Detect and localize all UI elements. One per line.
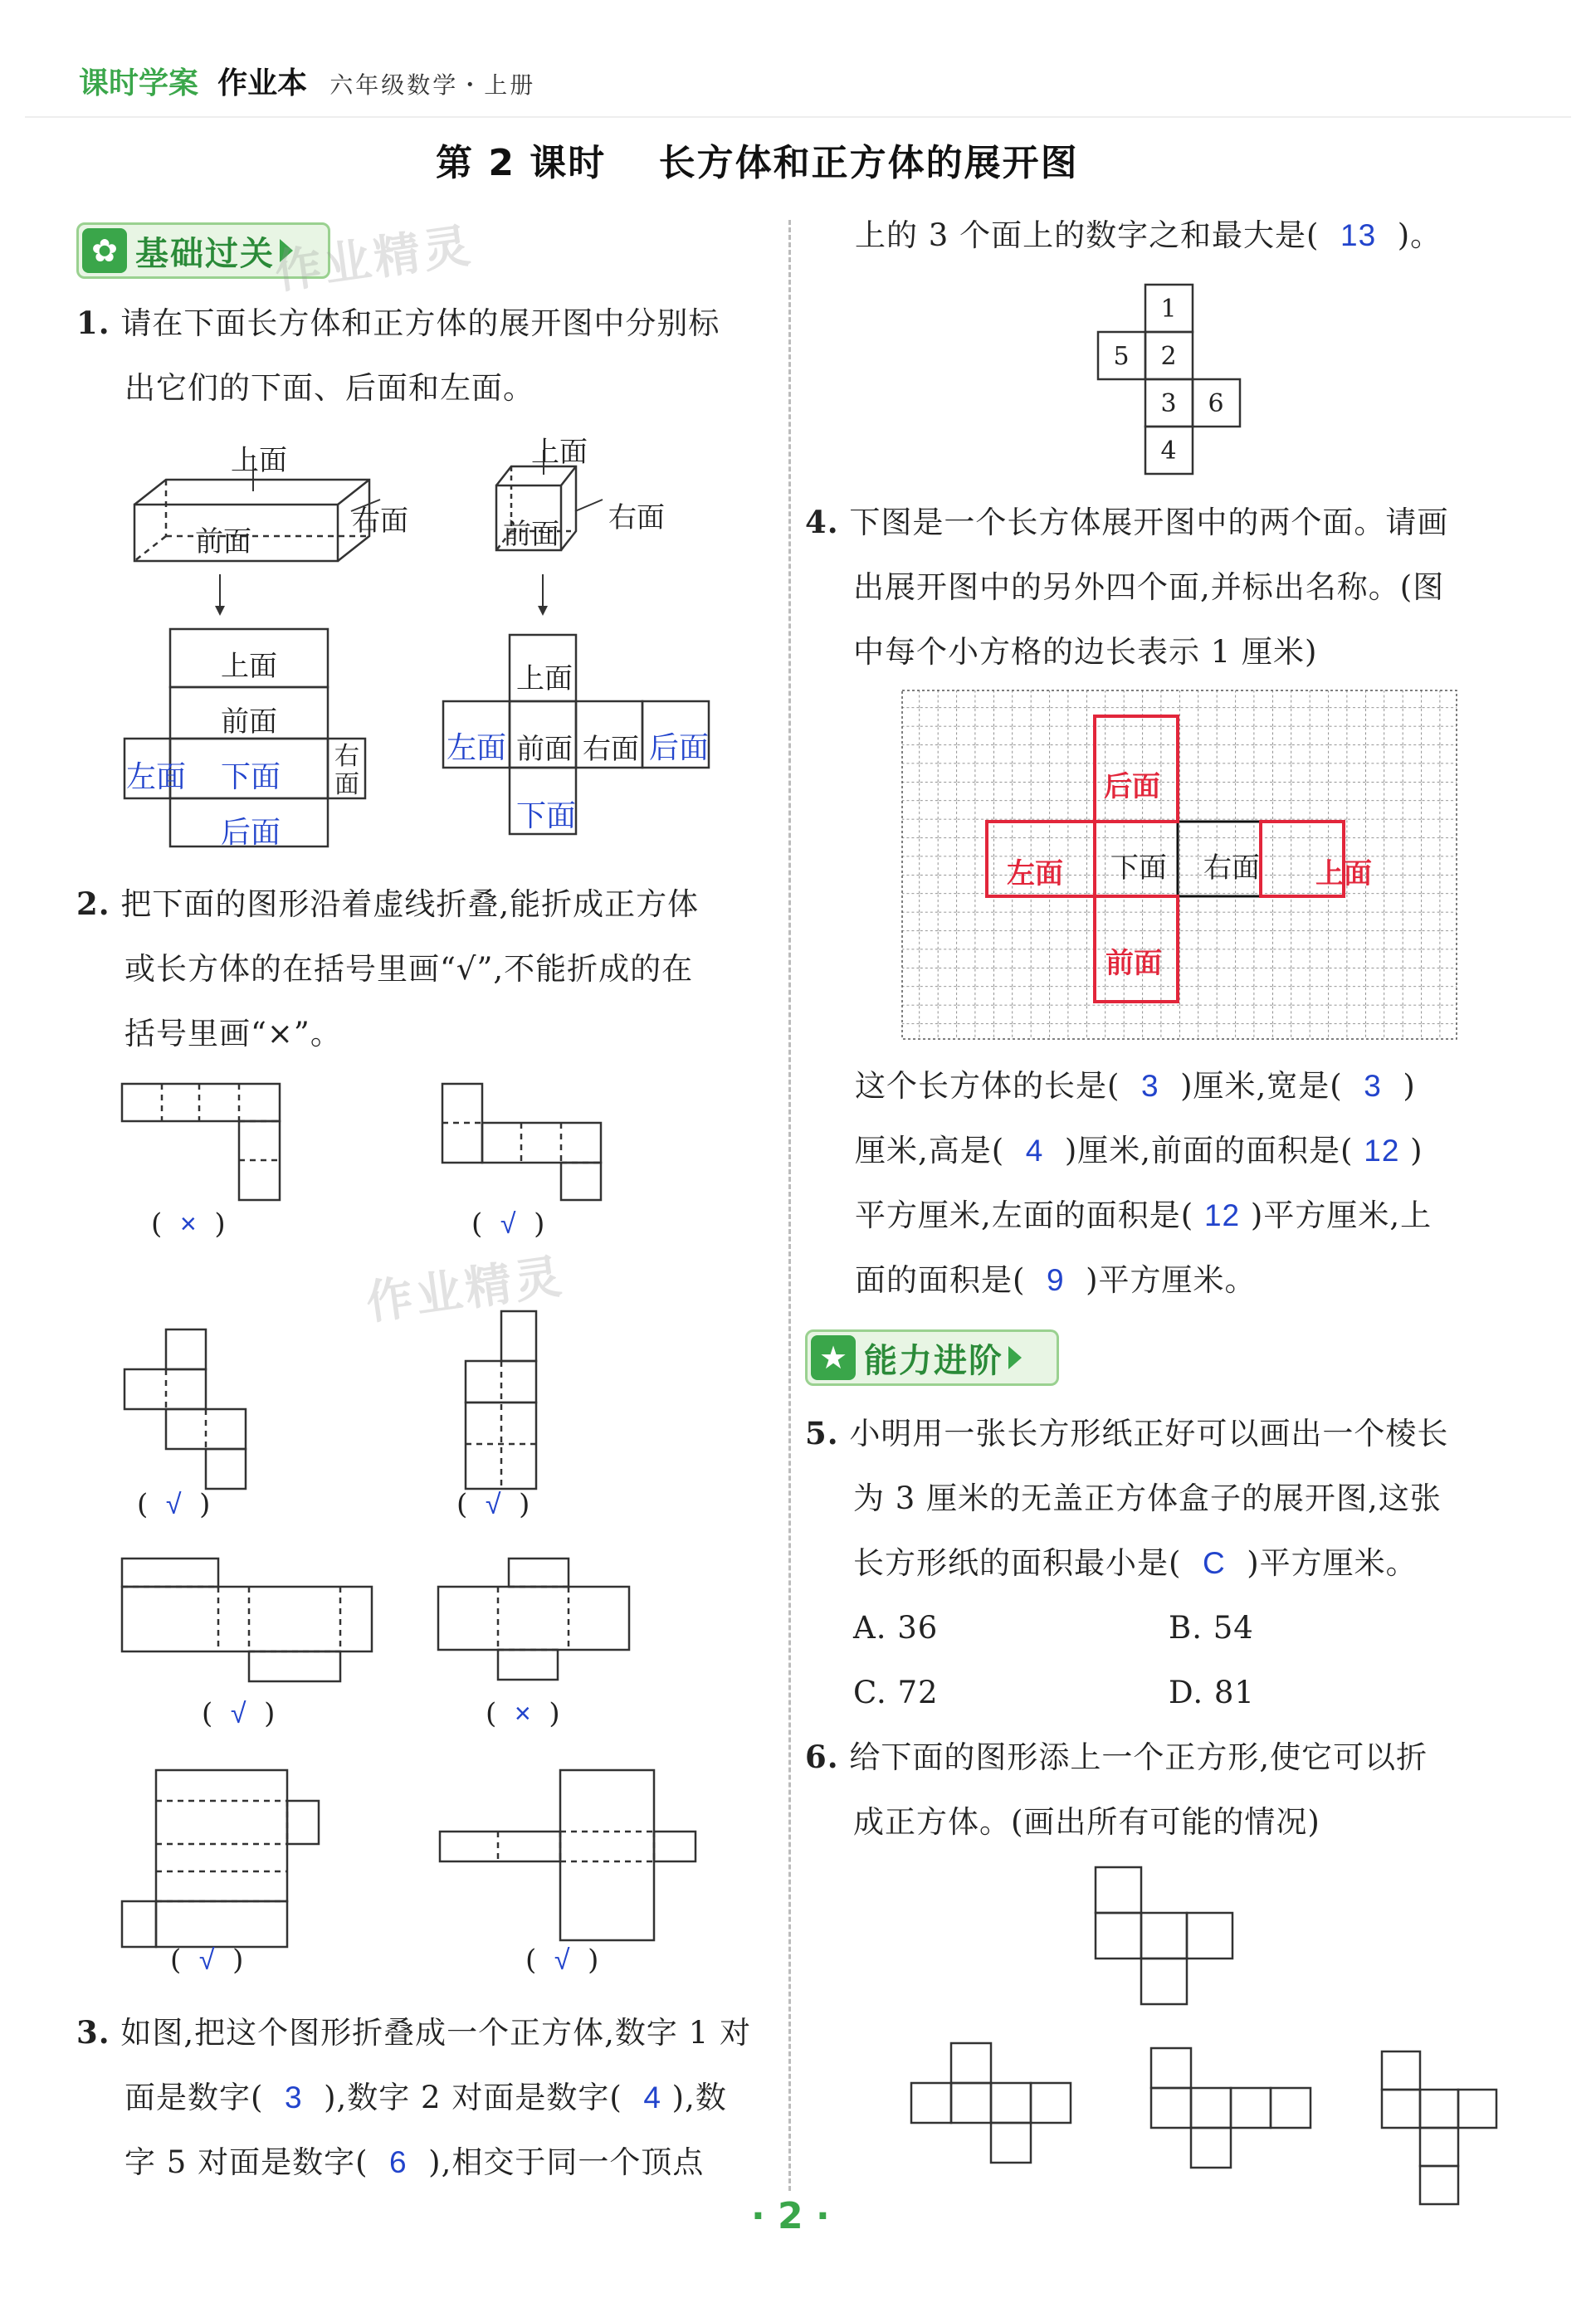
q5-answer: C bbox=[1202, 1546, 1226, 1580]
q1-label-top: 上面 bbox=[231, 444, 287, 477]
cube-net-right: 右面 bbox=[583, 733, 639, 766]
net-top: 上面 bbox=[221, 650, 277, 683]
option-b: B. 54 bbox=[1169, 1610, 1254, 1646]
q2-answer-2: √ bbox=[500, 1208, 516, 1240]
q4-grid bbox=[900, 689, 1461, 1046]
q5-text: 5. 小明用一张长方形纸正好可以画出一个棱长 为 3 厘米的无盖正方体盒子的展开图,这张 长方形纸的面积最小是( C )平方厘米。 A. 36 B. 54 C. 72 D. 81 bbox=[805, 1401, 1552, 1725]
section-basic-title: 基础过关 bbox=[135, 234, 275, 273]
cube-net-front: 前面 bbox=[516, 733, 573, 766]
q4-top-area: 9 bbox=[1046, 1263, 1065, 1297]
option-c: C. 72 bbox=[853, 1675, 939, 1710]
page-number: · 2 · bbox=[751, 2195, 830, 2237]
q2-answer-1: × bbox=[179, 1208, 197, 1240]
q4-text: 4. 下图是一个长方体展开图中的两个面。请画 出展开图中的另外四个面,并标出名称。(图 中每个小方格的边长表示 1 厘米) bbox=[805, 504, 1449, 670]
q2-text: 2. 把下面的图形沿着虚线折叠,能折成正方体 或长方体的在括号里画“√”,不能折成的在 括号里画“×”。 bbox=[76, 885, 700, 1051]
q1-cube-label-right: 右面 bbox=[608, 501, 665, 534]
q3-answer-1: 3 bbox=[284, 2081, 303, 2115]
net-bottom-answer: 下面 bbox=[221, 760, 281, 794]
q1-label-front: 前面 bbox=[195, 525, 251, 559]
q2-bracket-3: ( √ ) bbox=[137, 1488, 211, 1521]
option-a: A. 36 bbox=[853, 1610, 939, 1646]
q3-answer-3: 6 bbox=[389, 2145, 408, 2179]
q4-face-right: 右面 bbox=[1203, 851, 1260, 885]
q1-cube-label-front: 前面 bbox=[503, 518, 559, 551]
q2-bracket-5: ( √ ) bbox=[202, 1697, 276, 1730]
net-cell: 5 bbox=[1113, 342, 1130, 371]
q1-cube-label-top: 上面 bbox=[531, 436, 588, 469]
question-number: 3. bbox=[76, 2014, 110, 2051]
net-cell: 2 bbox=[1160, 342, 1177, 371]
question-number: 2. bbox=[76, 885, 110, 922]
q4-face-back: 后面 bbox=[1104, 770, 1160, 803]
runner-icon: ★ bbox=[811, 1335, 856, 1380]
section-advanced-title: 能力进阶 bbox=[864, 1341, 1003, 1380]
q3-answer-2: 4 bbox=[643, 2081, 661, 2115]
q2-bracket-4: ( √ ) bbox=[456, 1488, 530, 1521]
net-back-answer: 后面 bbox=[221, 816, 281, 850]
q4-face-bottom: 下面 bbox=[1110, 851, 1167, 885]
q4-left-area: 12 bbox=[1203, 1198, 1241, 1232]
cube-net-left-answer: 左面 bbox=[447, 731, 507, 765]
q2-answer-7: √ bbox=[198, 1944, 215, 1976]
q3-text: 3. 如图,把这个图形折叠成一个正方体,数字 1 对 面是数字( 3 ),数字 2 对面是数字( 4 ),数 字 5 对面是数字( 6 ),相交于同一个顶点 bbox=[76, 2014, 751, 2180]
header-brand: 课时学案 bbox=[79, 66, 199, 100]
q6-figures bbox=[896, 1859, 1527, 2257]
header bbox=[79, 60, 535, 102]
net-front: 前面 bbox=[221, 705, 277, 739]
page-title: 第 2 课时 长方体和正方体的展开图 bbox=[436, 142, 1079, 184]
q1-figure bbox=[116, 432, 780, 863]
net-cell: 3 bbox=[1160, 389, 1177, 418]
q4-width: 3 bbox=[1364, 1069, 1382, 1103]
q3-net bbox=[1096, 282, 1245, 481]
q2-bracket-8: ( √ ) bbox=[525, 1944, 599, 1977]
q4-height: 4 bbox=[1025, 1134, 1044, 1168]
header-book: 作业本 bbox=[217, 66, 308, 100]
q6-text: 6. 给下面的图形添上一个正方形,使它可以折 成正方体。(画出所有可能的情况) bbox=[805, 1739, 1428, 1840]
question-number: 1. bbox=[76, 305, 110, 341]
q2-bracket-2: ( √ ) bbox=[471, 1207, 545, 1241]
question-number: 4. bbox=[805, 504, 839, 540]
q4-front-area: 12 bbox=[1364, 1134, 1400, 1168]
q4-answers: 这个长方体的长是( 3 )厘米,宽是( 3 ) 厘米,高是( 4 )厘米,前面的面积是( 12 ) 平方厘米,左面的面积是( 12 )平方厘米,上 面的面积是( 9 )平方厘米。 bbox=[855, 1068, 1432, 1298]
watermark: 作业精灵 bbox=[363, 1249, 568, 1331]
arrow-icon bbox=[1008, 1346, 1022, 1369]
net-right-vertical: 右面 bbox=[334, 742, 359, 799]
q3-text-cont: 上的 3 个面上的数字之和最大是( 13 )。 bbox=[855, 217, 1442, 253]
option-d: D. 81 bbox=[1169, 1675, 1255, 1710]
q2-answer-6: × bbox=[514, 1698, 531, 1729]
q2-answer-5: √ bbox=[230, 1698, 246, 1729]
watermark: 作业精灵 bbox=[271, 218, 476, 300]
header-rule bbox=[25, 116, 1571, 118]
q2-bracket-6: ( × ) bbox=[486, 1697, 560, 1730]
section-advanced-header bbox=[805, 1329, 1059, 1386]
cube-net-back-answer: 后面 bbox=[649, 731, 710, 765]
q4-face-front: 前面 bbox=[1105, 947, 1162, 980]
q2-answer-3: √ bbox=[165, 1489, 182, 1520]
header-grade: 六年级数学・上册 bbox=[329, 71, 536, 99]
q4-face-top: 上面 bbox=[1315, 857, 1372, 890]
net-left-answer: 左面 bbox=[126, 760, 187, 794]
net-cell: 1 bbox=[1160, 295, 1177, 324]
q2-answer-8: √ bbox=[554, 1944, 570, 1976]
q4-face-left: 左面 bbox=[1007, 857, 1063, 890]
cube-net-top: 上面 bbox=[516, 662, 573, 695]
q1-text: 1. 请在下面长方体和正方体的展开图中分别标 出它们的下面、后面和左面。 bbox=[76, 305, 720, 406]
question-number: 5. bbox=[805, 1415, 839, 1451]
gear-icon: ✿ bbox=[82, 228, 127, 273]
q2-answer-4: √ bbox=[485, 1489, 501, 1520]
q2-bracket-7: ( √ ) bbox=[170, 1944, 244, 1977]
net-cell: 6 bbox=[1208, 389, 1224, 418]
q1-label-right: 右面 bbox=[352, 505, 408, 538]
cube-net-bottom-answer: 下面 bbox=[516, 799, 577, 833]
q4-length: 3 bbox=[1140, 1069, 1159, 1103]
column-divider bbox=[788, 220, 791, 2191]
q3-answer-4: 13 bbox=[1340, 218, 1377, 252]
question-number: 6. bbox=[805, 1739, 839, 1775]
net-cell: 4 bbox=[1160, 437, 1177, 466]
q2-bracket-1: ( × ) bbox=[151, 1207, 226, 1241]
